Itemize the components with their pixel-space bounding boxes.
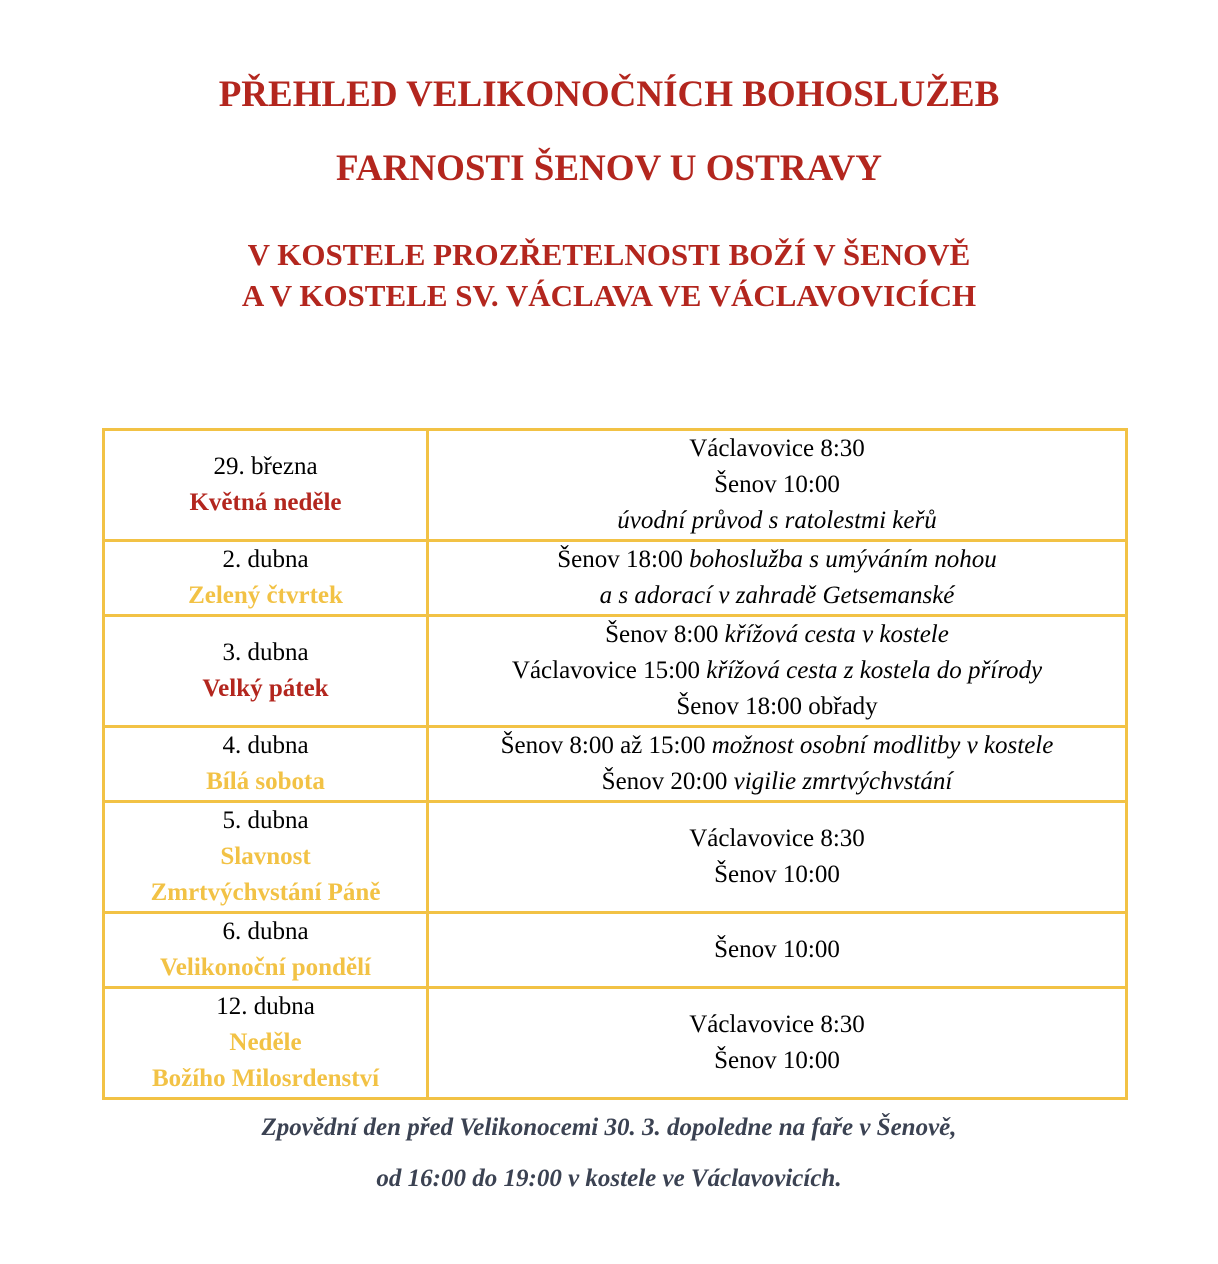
day-cell	[104, 430, 428, 541]
service-place-time: Šenov 8:00 až 15:00	[500, 732, 712, 759]
service-note: úvodní průvod s ratolestmi keřů	[617, 507, 937, 534]
schedule-table	[102, 428, 1128, 1100]
service-line	[433, 431, 1121, 467]
schedule-row	[104, 727, 1127, 802]
schedule-row	[104, 802, 1127, 913]
feast-name: Zelený čtvrtek	[188, 582, 343, 609]
service-place-time: Šenov 18:00	[557, 546, 690, 573]
feast-name: Zmrtvýchvstání Páně	[150, 879, 381, 906]
feast-name: Květná neděle	[189, 489, 342, 516]
date-label: 2. dubna	[222, 546, 309, 573]
subtitle-church-vaclavovice: A V KOSTELE SV. VÁCLAVA VE VÁCLAVOVICÍCH	[241, 278, 977, 313]
service-place-time: Václavovice 8:30	[689, 435, 865, 462]
service-place-time: Šenov 18:00 obřady	[676, 693, 878, 720]
feast-name: Velký pátek	[202, 675, 329, 702]
services-cell	[428, 541, 1127, 616]
subtitle-church-senov: V KOSTELE PROZŘETELNOSTI BOŽÍ V ŠENOVĚ	[247, 237, 971, 272]
schedule-row	[104, 541, 1127, 616]
date-label: 5. dubna	[222, 807, 309, 834]
service-place-time: Šenov 10:00	[714, 936, 840, 963]
service-place-time: Václavovice 8:30	[689, 825, 865, 852]
services-cell	[428, 616, 1127, 727]
service-note: bohoslužba s umýváním nohou	[689, 546, 997, 573]
page-title: PŘEHLED VELIKONOČNÍCH BOHOSLUŽEB	[218, 74, 1000, 115]
service-note: křížová cesta v kostele	[724, 621, 949, 648]
service-line	[433, 857, 1121, 893]
service-line	[433, 764, 1121, 800]
date-label: 12. dubna	[216, 993, 315, 1020]
service-line	[433, 503, 1121, 539]
service-line	[433, 689, 1121, 725]
schedule-table-body	[104, 430, 1127, 1099]
date-label: 6. dubna	[222, 918, 309, 945]
schedule-row	[104, 616, 1127, 727]
feast-name: Neděle	[229, 1029, 302, 1056]
schedule-row	[104, 988, 1127, 1099]
service-line	[433, 617, 1121, 653]
date-label: 29. března	[213, 453, 318, 480]
date-label: 3. dubna	[222, 639, 309, 666]
service-line	[433, 578, 1121, 614]
service-place-time: Václavovice 8:30	[689, 1011, 865, 1038]
day-cell	[104, 802, 428, 913]
service-place-time: Šenov 10:00	[714, 471, 840, 498]
service-place-time: Šenov 20:00	[601, 768, 734, 795]
feast-name: Slavnost	[220, 843, 311, 870]
service-note: a s adorací v zahradě Getsemanské	[599, 582, 955, 609]
day-cell	[104, 541, 428, 616]
service-place-time: Šenov 10:00	[714, 1047, 840, 1074]
schedule-row	[104, 913, 1127, 988]
services-cell	[428, 913, 1127, 988]
services-cell	[428, 430, 1127, 541]
service-line	[433, 728, 1121, 764]
confession-note-line1: Zpovědní den před Velikonocemi 30. 3. dopoledne na faře v Šenově,	[261, 1114, 957, 1141]
service-line	[433, 542, 1121, 578]
service-note: možnost osobní modlitby v kostele	[711, 732, 1054, 759]
service-line	[433, 821, 1121, 857]
services-cell	[428, 802, 1127, 913]
schedule-row	[104, 430, 1127, 541]
day-cell	[104, 913, 428, 988]
confession-note-line2: od 16:00 do 19:00 v kostele ve Václavovicích.	[376, 1165, 842, 1192]
day-cell	[104, 727, 428, 802]
service-place-time: Šenov 8:00	[605, 621, 725, 648]
service-line	[433, 1007, 1121, 1043]
day-cell	[104, 988, 428, 1099]
services-cell	[428, 727, 1127, 802]
service-note: křížová cesta z kostela do přírody	[706, 657, 1043, 684]
service-line	[433, 653, 1121, 689]
service-place-time: Václavovice 15:00	[511, 657, 707, 684]
service-place-time: Šenov 10:00	[714, 861, 840, 888]
service-line	[433, 932, 1121, 968]
service-note: vigilie zmrtvýchvstání	[733, 768, 953, 795]
date-label: 4. dubna	[222, 732, 309, 759]
service-line	[433, 1043, 1121, 1079]
day-cell	[104, 616, 428, 727]
feast-name: Božího Milosrdenství	[151, 1065, 380, 1092]
feast-name: Velikonoční pondělí	[160, 954, 371, 981]
services-cell	[428, 988, 1127, 1099]
page-title-parish: FARNOSTI ŠENOV U OSTRAVY	[336, 148, 882, 189]
feast-name: Bílá sobota	[206, 768, 325, 795]
service-line	[433, 467, 1121, 503]
